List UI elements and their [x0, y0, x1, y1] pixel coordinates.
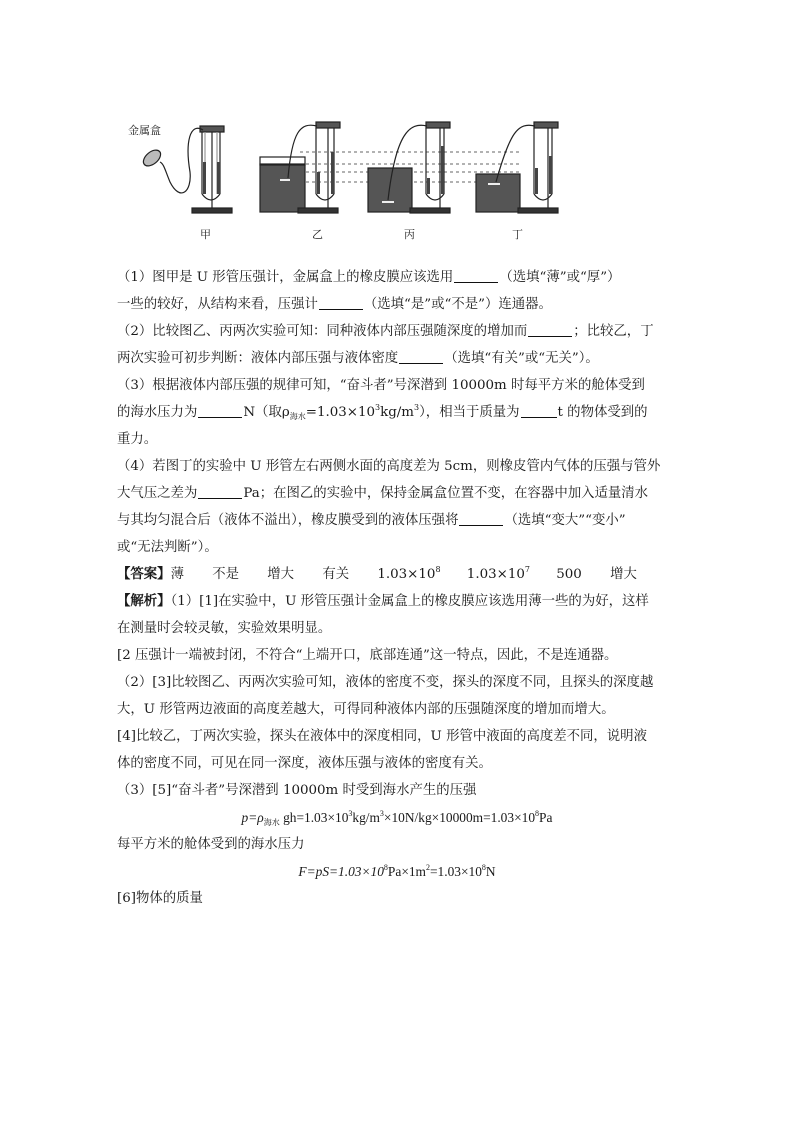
analysis-line3: [2 压强计一端被封闭，不符合“上端开口，底部连通”这一特点，因此，不是连通器。	[117, 648, 618, 663]
formula-force: $F=pS=1.03\times 10^8Pa\times 1m^2=1.03\times 10^8N$	[298, 863, 496, 879]
answer-label: 【答案】	[117, 566, 171, 582]
q2-line1: （2）比较图乙、丙两次实验可知：同种液体内部压强随深度的增加而 ；比较乙，丁	[117, 324, 654, 339]
q4-line3: 与其均匀混合后（液体不溢出），橡皮膜受到的液体压强将 （选填“变大”“变小”	[117, 513, 626, 528]
analysis-line2: 在测量时会较灵敏，实验效果明显。	[117, 621, 332, 636]
question-block	[117, 264, 677, 912]
blank	[198, 484, 242, 499]
analysis-line10: [6]物体的质量	[117, 891, 203, 906]
q3-line3: 重力。	[117, 432, 158, 447]
apparatus-jia	[140, 126, 232, 213]
label-yi: 乙	[312, 228, 323, 241]
blank	[399, 349, 443, 364]
formula-pressure: $p=\rho_{海水}$ $gh=1.03\times 10^3kg/m^3\times 10N/kg\times 10000m=1.03\times 10^8Pa$	[241, 809, 553, 827]
apparatus-yi	[260, 122, 340, 213]
analysis-line6: [4]比较乙，丁两次实验，探头在液体中的深度相同，U 形管中液面的高度差不同，说明液	[117, 729, 647, 744]
q4-line2: 大气压之差为 Pa；在图乙的实验中，保持金属盒位置不变，在容器中加入适量清水	[117, 486, 649, 501]
label-bing: 丙	[404, 228, 415, 241]
analysis-line1: 【解析】（1）[1]在实验中，U 形管压强计金属盒上的橡皮膜应该选用薄一些的为好，这样	[117, 593, 649, 609]
label-jia: 甲	[200, 228, 211, 241]
u-tube-diagram	[120, 112, 560, 252]
analysis-line9: 每平方米的舱体受到的海水压力	[117, 837, 305, 852]
apparatus-bing	[368, 122, 450, 213]
analysis-line8: （3）[5]“奋斗者”号深潜到 10000m 时受到海水产生的压强	[117, 783, 477, 798]
apparatus-ding	[476, 122, 558, 213]
blank	[528, 322, 572, 337]
analysis-line5: 大，U 形管两边液面的高度差越大，可得同种液体内部的压强随深度的增加而增大。	[117, 702, 615, 717]
q2-line2: 两次实验可初步判断：液体内部压强与液体密度 （选填“有关”或“无关”）。	[117, 351, 599, 366]
answer-line: 【答案】薄 不是 增大 有关 $1.03\times 10^8$ $1.03\times 10^7$ 500 增大	[117, 565, 637, 582]
q3-line2: 的海水压力为 N（取$\rho_{海水}=1.03\times 10^3kg/m^3$），相当于质量为 t 的物体受到的	[117, 403, 648, 421]
q4-line4: 或“无法判断”）。	[117, 540, 218, 555]
q1-line2: 一些的较好，从结构来看，压强计 （选填“是”或“不是”）连通器。	[117, 297, 552, 312]
blank	[454, 268, 498, 283]
q1-line1: （1）图甲是 U 形管压强计，金属盒上的橡皮膜应该选用 （选填“薄”或“厚”）	[117, 270, 621, 285]
experiment-figure	[120, 112, 560, 252]
analysis-line4: （2）[3]比较图乙、丙两次实验可知，液体的密度不变，探头的深度不同，且探头的深度越	[117, 675, 654, 690]
blank	[198, 403, 242, 418]
q4-line1: （4）若图丁的实验中 U 形管左右两侧水面的高度差为 5cm，则橡皮管内气体的压强与管外	[117, 459, 661, 474]
blank	[319, 295, 363, 310]
q3-line1: （3）根据液体内部压强的规律可知，“奋斗者”号深潜到 10000m 时每平方米的舱体受到	[117, 378, 645, 393]
analysis-line7: 体的密度不同，可见在同一深度，液体压强与液体的密度有关。	[117, 756, 492, 771]
label-box: 金属盒	[128, 124, 161, 137]
blank	[521, 403, 557, 418]
label-ding: 丁	[512, 228, 523, 241]
blank	[459, 511, 503, 526]
